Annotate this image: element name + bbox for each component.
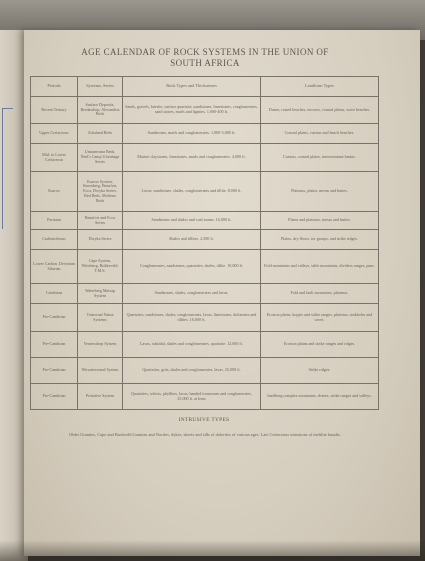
cell-landform: Strike ridges.: [261, 358, 379, 384]
cell-rock: Sandstones and shales and coal seams. 16,000 ft.: [123, 212, 261, 230]
rock-systems-table: [30, 76, 379, 410]
cell-rock: Lavas, subtidal, shales and conglomerates, quartzite. 12,000 ft.: [123, 332, 261, 358]
cell-period: Karroo: [31, 172, 78, 212]
cell-period: Recent Tertiary: [31, 97, 78, 124]
left-page-ruling: [2, 108, 13, 229]
page-title-line2: SOUTH AFRICA: [170, 58, 240, 68]
cell-landform: Dunes, raised beaches, terraces, coastal plains, wave benches.: [261, 97, 379, 124]
table-row: [31, 172, 379, 212]
table-header-row: [31, 77, 379, 97]
header-rock-types: Rock Types and Thicknesses: [123, 77, 261, 97]
cell-period: Carboniferous: [31, 230, 78, 250]
table-row: [31, 384, 379, 410]
cell-system: Beaufort and Ecca Series: [78, 212, 123, 230]
cell-landform: Fold mountains and valleys, table mountains, dividers ranges, pans.: [261, 250, 379, 284]
table-row: [31, 284, 379, 304]
cell-rock: Lavas, sandstones, shales, conglomerates and tillite. 8,000 ft.: [123, 172, 261, 212]
table-row: [31, 250, 379, 284]
cell-system: Transvaal Nama Systems: [78, 304, 123, 332]
cell-rock: Quartzites, schists, phyllites, lavas, banded ironstones and conglomerates. 25,000 ft. at least: [123, 384, 261, 410]
cell-rock: Shales and tillites. 2,500 ft.: [123, 230, 261, 250]
cell-landform: Fold and fault mountains, plateaux.: [261, 284, 379, 304]
table-row: [31, 332, 379, 358]
table-row: [31, 304, 379, 332]
cell-period: Cambrian: [31, 284, 78, 304]
table-row: [31, 230, 379, 250]
page-title-line1: AGE CALENDAR OF ROCK SYSTEMS IN THE UNION OF: [81, 47, 329, 57]
cell-period: Pre-Cambrian: [31, 332, 78, 358]
cell-system: Waterberg Matsap System: [78, 284, 123, 304]
table-row: [31, 144, 379, 172]
intrusive-types-heading: INTRUSIVE TYPES: [178, 417, 230, 423]
cell-system: Primitive System: [78, 384, 123, 410]
cell-rock: Conglomerates, sandstones, quartzites, shales, tillite. 10,000 ft.: [123, 250, 261, 284]
cell-rock: Marine claystones, limestones, marls and conglomerates. 4,000 ft.: [123, 144, 261, 172]
cell-landform: Plains, dry floors, tor groups, and strike ridges.: [261, 230, 379, 250]
cell-system: Dwyka Series: [78, 230, 123, 250]
cell-rock: Sandstones, marls and conglomerates. 1,000-5,000 ft.: [123, 124, 261, 144]
cell-system: Witwatersrand System: [78, 358, 123, 384]
cell-system: Ventersdorp System: [78, 332, 123, 358]
cell-landform: Plains and plateaux, mesas and buttes.: [261, 212, 379, 230]
cell-landform: Inselberg complex mountains, domes, strike ranges and valleys.: [261, 384, 379, 410]
bottom-shadow: [0, 540, 425, 561]
cell-period: Lower Carbon. Devonian Silurian: [31, 250, 78, 284]
cell-system: Umtamvuna Beds, Neel's Camp Uitenhage Series: [78, 144, 123, 172]
header-landform-types: Landform Types: [261, 77, 379, 97]
intrusive-types-text: Older Granites, Cape and Bushveld Granites and Norites, dykes, sheets and sills of dolerites of various ages. Late Cretaceous intrusions of melilite basalts.: [69, 432, 341, 437]
cell-rock: Quartzites, sandstones, shales, conglomerates, lavas, limestones, dolomites and tillites. 16,000 ft.: [123, 304, 261, 332]
cell-system: Zululand Beds: [78, 124, 123, 144]
header-systems: Systems, Series: [78, 77, 123, 97]
cell-landform: Erosion plains and strike ranges and ridges.: [261, 332, 379, 358]
cell-landform: Plateaux, plains, mesas and buttes.: [261, 172, 379, 212]
cell-system: Surface Deposits, Bredasdorp, Alexandria Beds: [78, 97, 123, 124]
cell-system: Karroo System, Stormberg, Beaufort, Ecca, Dwyka Series, Red Beds, Molteno Beds: [78, 172, 123, 212]
cell-system: Cape System, Witteberg, Bokkeveld, T.M.S.: [78, 250, 123, 284]
cell-rock: Quartzites, grits, shales and conglomerates, lavas. 25,000 ft.: [123, 358, 261, 384]
table-row: [31, 358, 379, 384]
table-row: [31, 212, 379, 230]
cell-period: Upper Cretaceous: [31, 124, 78, 144]
cell-rock: Sands, gravels, laterite, surface quartzite, sandstones, limestones, conglomerates, sand stones, marls and lignites. 1,000-400 ft.: [123, 97, 261, 124]
cell-period: Permian: [31, 212, 78, 230]
cell-period: Pre-Cambrian: [31, 384, 78, 410]
cell-landform: Coastal plains, cuestas and beach benches.: [261, 124, 379, 144]
cell-period: Pre-Cambrian: [31, 358, 78, 384]
table-row: [31, 97, 379, 124]
cell-rock: Sandstones, shales, conglomerates and lavas.: [123, 284, 261, 304]
header-periods: Periods: [31, 77, 78, 97]
cell-period: Pre-Cambrian: [31, 304, 78, 332]
table-row: [31, 124, 379, 144]
cell-landform: Cuestas, coastal plains, intermontane basins.: [261, 144, 379, 172]
cell-landform: Erosion plains, kopjes and strike ranges, plateaux, sinkholes and caves.: [261, 304, 379, 332]
cell-period: Mid. to Lower Cretaceous: [31, 144, 78, 172]
